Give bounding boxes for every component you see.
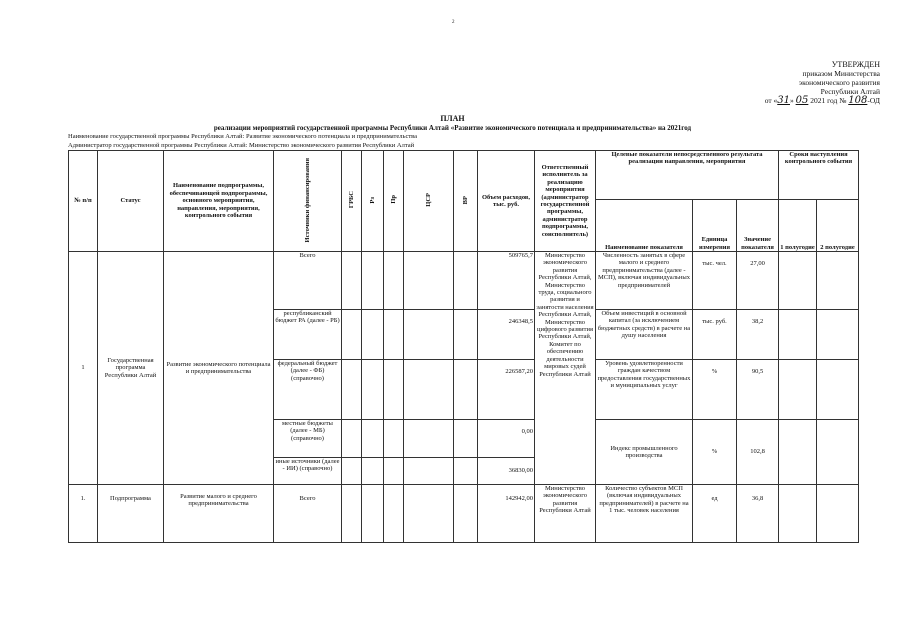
row1-value-1: 38,2 — [737, 310, 779, 360]
row1-value-3: 102,8 — [737, 420, 779, 485]
row1-num: 1 — [69, 252, 98, 485]
header-grbs: ГРБС — [342, 151, 362, 252]
approval-stamp — [690, 60, 880, 105]
row2-amount: 142942,00 — [478, 485, 535, 543]
row2-responsible: Министерство экономического развития Республики Алтай — [535, 485, 596, 543]
row1-indicator-1: Объем инвестиций в основной капитал (за исключением бюджетных средств) в расчете на душу населения — [596, 310, 693, 360]
approval-date — [690, 96, 880, 105]
row1-indicator-2: Уровень удовлетворенности граждан качеством предоставления государственных и муниципальных услуг — [596, 360, 693, 420]
row1-responsible: Министерство экономического развития Республики Алтай, Министерство труда, социального развития и занятости населения Республики Алтай, Министерство цифрового развития Республики Алтай, Комитет по обеспечению деятельности мировых судей Республики Алтай — [535, 252, 596, 485]
order-number: 108 — [848, 95, 868, 106]
row1-amount-4: 36830,00 — [478, 458, 535, 485]
row1-source-3: местные бюджеты (далее - МБ) (справочно) — [274, 420, 342, 458]
header-half-2: 2 полугодие — [817, 200, 859, 252]
header-name: Наименование подпрограммы, обеспечивающей подпрограммы, основного мероприятия, направления, мероприятия, контрольного события — [164, 151, 274, 252]
plan-table — [68, 150, 859, 543]
header-unit: Единица измерения — [693, 200, 737, 252]
row1-amount-1: 246348,5 — [478, 310, 535, 360]
header-num: № п/п — [69, 151, 98, 252]
approval-line-3: Республики Алтай — [820, 87, 880, 96]
row1-source-1: республиканский бюджет РА (далее - РБ) — [274, 310, 342, 360]
table-row — [69, 485, 859, 543]
row1-indicator-0: Численность занятых в сфере малого и среднего предпринимательства (далее - МСП), включая индивидуальных предпринимателей — [596, 252, 693, 310]
row1-amount-0: 509765,7 — [478, 252, 535, 310]
date-prefix: от « — [764, 96, 778, 105]
row1-unit-1: тыс. руб. — [693, 310, 737, 360]
row1-source-4: иные источники (далее - ИИ) (справочно) — [274, 458, 342, 485]
row1-amount-3: 0,00 — [478, 420, 535, 458]
approval-title: УТВЕРЖДЕН — [831, 60, 880, 69]
header-volume: Объем расходов, тыс. руб. — [478, 151, 535, 252]
page-number: 2 — [452, 20, 455, 25]
row1-source-2: федеральный бюджет (далее - ФБ) (справочно) — [274, 360, 342, 420]
row1-unit-0: тыс. чел. — [693, 252, 737, 310]
header-indicator-name: Наименование показателя — [596, 200, 693, 252]
date-day: 31 — [777, 95, 790, 106]
row2-unit: ед — [693, 485, 737, 543]
header-rz: Рз — [362, 151, 384, 252]
row2-status: Подпрограмма — [98, 485, 164, 543]
row2-num: 1. — [69, 485, 98, 543]
date-month: 05 — [795, 95, 809, 106]
header-indicators: Целевые показатели непосредственного результата реализации направления, мероприятия — [596, 151, 779, 200]
row2-indicator: Количество субъектов МСП (включая индивидуальных предпринимателей) в расчете на 1 тыс. человек населения — [596, 485, 693, 543]
row1-name: Развитие экономического потенциала и предпринимательства — [164, 252, 274, 485]
row2-value: 36,8 — [737, 485, 779, 543]
header-pr: Пр — [384, 151, 404, 252]
row1-value-0: 27,00 — [737, 252, 779, 310]
header-status: Статус — [98, 151, 164, 252]
administrator-line: Администратор государственной программы Республики Алтай: Министерство экономического развития Республики Алтай — [68, 142, 415, 149]
plan-title: ПЛАН — [440, 114, 465, 123]
plan-subtitle: реализации мероприятий государственной программы Республики Алтай «Развитие экономического потенциала и предпринимательства» на 2021год — [213, 124, 692, 132]
program-name-line: Наименование государственной программы Республики Алтай: Развитие экономического потенциала и предпринимательства — [68, 133, 418, 140]
approval-line-1: приказом Министерства — [802, 69, 880, 78]
row2-source: Всего — [274, 485, 342, 543]
row1-amount-2: 226587,20 — [478, 360, 535, 420]
header-deadlines: Сроки наступления контрольного события — [779, 151, 859, 200]
header-sources: Источники финансирования — [274, 151, 342, 252]
header-half-1: 1 полугодие — [779, 200, 817, 252]
header-vr: ВР — [454, 151, 478, 252]
table-row — [69, 252, 859, 310]
row1-indicator-3: Индекс промышленного производства — [596, 420, 693, 485]
header-csr: ЦСР — [404, 151, 454, 252]
header-responsible: Ответственный исполнитель за реализацию мероприятия (администратор государственной программы, администратор подпрограммы, соисполнитель) — [535, 151, 596, 252]
header-value: Значение показателя — [737, 200, 779, 252]
row1-unit-2: % — [693, 360, 737, 420]
order-suffix: -ОД — [867, 96, 880, 105]
row1-value-2: 90,5 — [737, 360, 779, 420]
approval-line-2: экономического развития — [798, 78, 880, 87]
row1-unit-3: % — [693, 420, 737, 485]
date-mid: » — [789, 96, 796, 105]
row2-name: Развитие малого и среднего предпринимательства — [164, 485, 274, 543]
row1-status: Государственная программа Республики Алтай — [98, 252, 164, 485]
row1-source-0: Всего — [274, 252, 342, 310]
date-year: 2021 год № — [808, 96, 847, 105]
